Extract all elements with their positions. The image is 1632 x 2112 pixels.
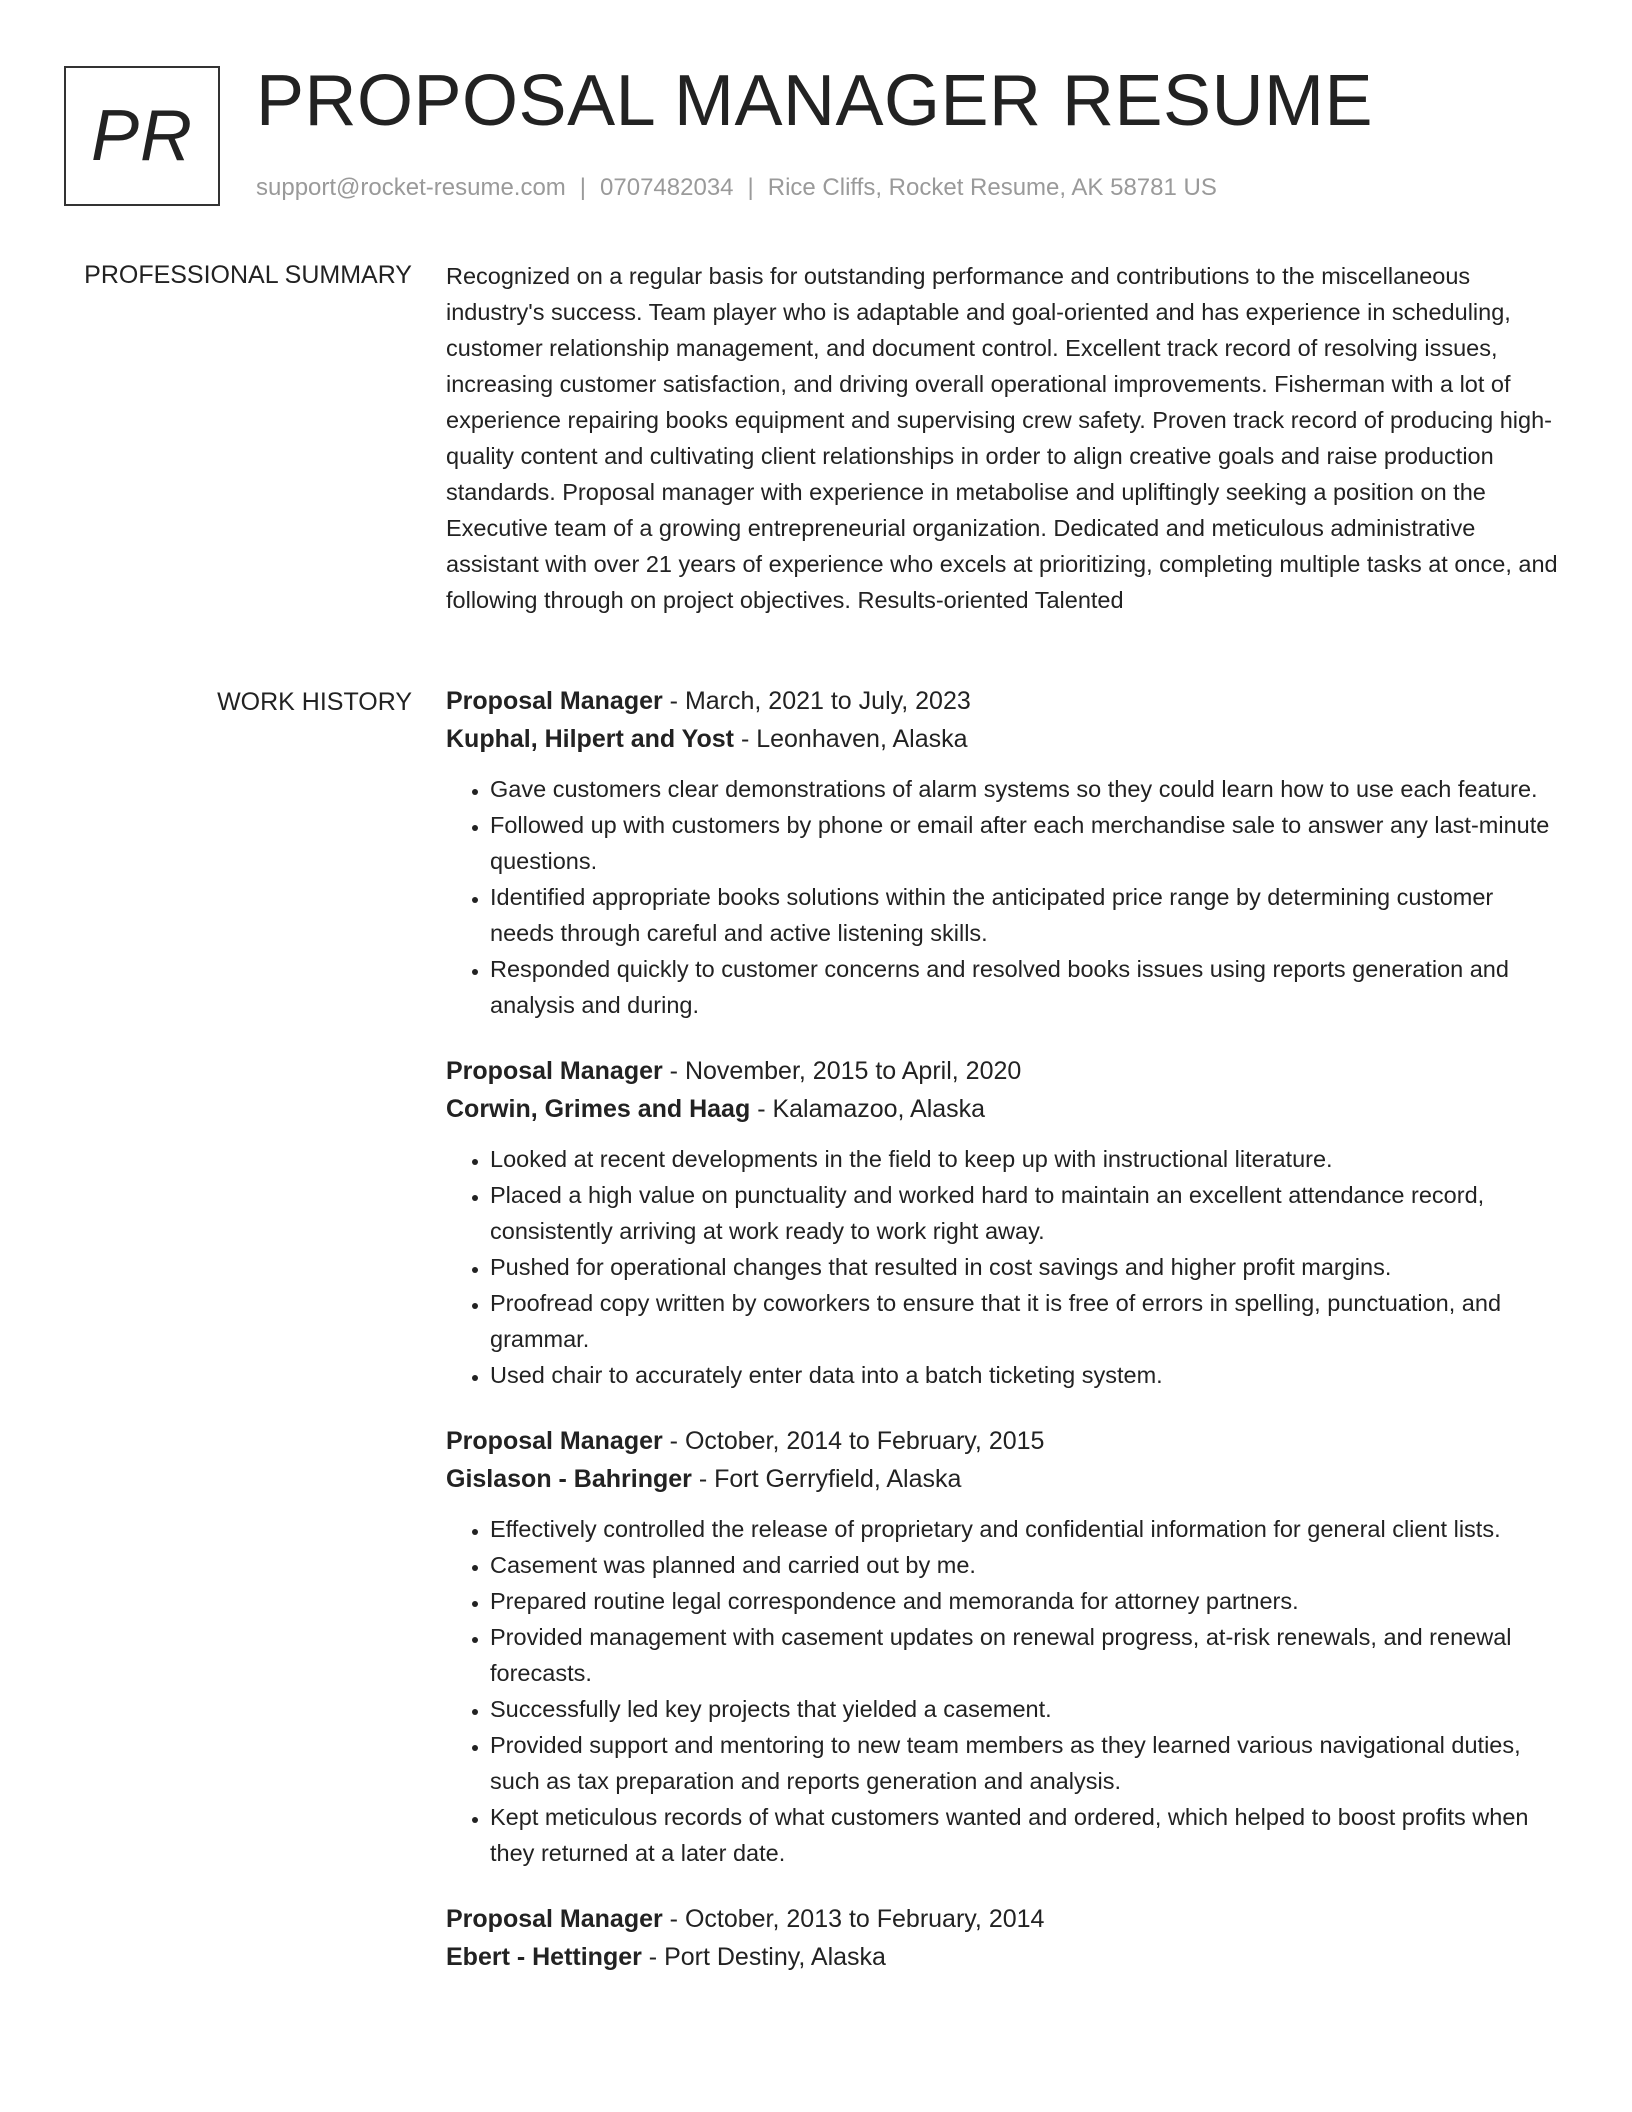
job-location: Port Destiny, Alaska [664,1943,886,1971]
job-duty-item: • Gave customers clear demonstrations of alarm systems so they could learn how to use each feature. [490,771,1561,807]
job-duty-item: • Successfully led key projects that yielded a casement. [490,1691,1561,1727]
job-company: Kuphal, Hilpert and Yost [446,725,734,753]
job-duty-item: • Casement was planned and carried out by me. [490,1547,1561,1583]
job-company-line [446,1938,1561,1976]
job-title: Proposal Manager [446,1905,663,1933]
job-title: Proposal Manager [446,1427,663,1455]
job-duties-list [446,1141,1561,1393]
contact-separator: | [747,174,754,201]
job-entry [446,1422,1561,1871]
job-location: Kalamazoo, Alaska [772,1095,986,1123]
job-duty-item: • Pushed for operational changes that resulted in cost savings and higher profit margins. [490,1249,1561,1285]
job-duty-item: • Followed up with customers by phone or email after each merchandise sale to answer any last-minute questions. [490,807,1561,879]
contact-line [256,174,1217,202]
job-duty-item: • Proofread copy written by coworkers to ensure that it is free of errors in spelling, punctuation, and grammar. [490,1285,1561,1357]
job-dash: - [691,1465,715,1493]
job-entry [446,1052,1561,1393]
job-duty-item: • Kept meticulous records of what customers wanted and ordered, which helped to boost profits when they returned at a later date. [490,1799,1561,1871]
resume-title: PROPOSAL MANAGER RESUME [256,61,1374,141]
job-dates: October, 2013 to February, 2014 [684,1905,1045,1933]
job-duty-item: • Provided management with casement updates on renewal progress, at-risk renewals, and renewal forecasts. [490,1619,1561,1691]
job-dash: - [750,1095,773,1123]
job-location: Fort Gerryfield, Alaska [714,1465,962,1493]
job-company-line [446,1090,1561,1128]
job-duty-item: • Looked at recent developments in the field to keep up with instructional literature. [490,1141,1561,1177]
job-dates: October, 2014 to February, 2015 [684,1427,1045,1455]
job-dash: - [662,1427,685,1455]
job-dash: - [662,1057,685,1085]
job-title-line [446,1900,1561,1938]
job-dates: March, 2021 to July, 2023 [684,687,971,715]
job-company: Corwin, Grimes and Haag [446,1095,751,1123]
job-duty-item: • Placed a high value on punctuality and worked hard to maintain an excellent attendance record, consistently arriving at work ready to work right away. [490,1177,1561,1249]
job-location: Leonhaven, Alaska [756,725,968,753]
job-entry [446,1900,1561,1976]
job-title: Proposal Manager [446,687,663,715]
job-title-line [446,1422,1561,1460]
job-company-line [446,720,1561,758]
job-dates: November, 2015 to April, 2020 [684,1057,1022,1085]
job-dash: - [641,1943,665,1971]
contact-email[interactable]: support@rocket-resume.com [256,174,566,201]
job-duty-item: • Prepared routine legal correspondence and memoranda for attorney partners. [490,1583,1561,1619]
job-company: Ebert - Hettinger [446,1943,642,1971]
monogram-initials: PR [90,96,194,176]
summary-text: Recognized on a regular basis for outstanding performance and contributions to the miscellaneous industry's success. Team player who is adaptable and goal-oriented and has experience in scheduling, customer relationship management, and document control. Excellent track record of resolving issues, increasing customer satisfaction, and driving overall operational improvements. Fisherman with a lot of experience repairing books equipment and supervising crew safety. Proven track record of producing high-quality content and cultivating client relationships in order to align creative goals and raise production standards. Proposal manager with experience in metabolise and upliftingly seeking a position on the Executive team of a growing entrepreneurial organization. Dedicated and meticulous administrative assistant with over 21 years of experience who excels at prioritizing, completing multiple tasks at once, and following through on project objectives. Results-oriented Talented [446,263,1558,613]
job-duties-list [446,1511,1561,1871]
contact-separator: | [579,174,587,201]
job-dash: - [734,725,757,753]
job-duty-item: • Responded quickly to customer concerns and resolved books issues using reports generation and analysis and during. [490,951,1561,1023]
contact-phone[interactable]: 0707482034 [600,174,734,201]
job-company-line [446,1460,1561,1498]
job-entry [446,682,1561,1023]
job-title-line [446,682,1561,720]
job-company: Gislason - Bahringer [446,1465,692,1493]
job-duty-item: • Used chair to accurately enter data into a batch ticketing system. [490,1357,1561,1393]
work-history-section-label: WORK HISTORY [217,688,412,716]
work-history-list [446,682,1561,1976]
job-duties-list [446,771,1561,1023]
contact-address: Rice Cliffs, Rocket Resume, AK 58781 US [767,174,1217,201]
job-duty-item: • Effectively controlled the release of proprietary and confidential information for general client lists. [490,1511,1561,1547]
job-title-line [446,1052,1561,1090]
monogram-box [64,66,220,206]
job-dash: - [662,1905,685,1933]
job-duty-item: • Provided support and mentoring to new team members as they learned various navigational duties, such as tax preparation and reports generation and analysis. [490,1727,1561,1799]
job-title: Proposal Manager [446,1057,663,1085]
job-duty-item: • Identified appropriate books solutions within the anticipated price range by determining customer needs through careful and active listening skills. [490,879,1561,951]
job-dash: - [662,687,685,715]
summary-section-label: PROFESSIONAL SUMMARY [84,261,412,289]
